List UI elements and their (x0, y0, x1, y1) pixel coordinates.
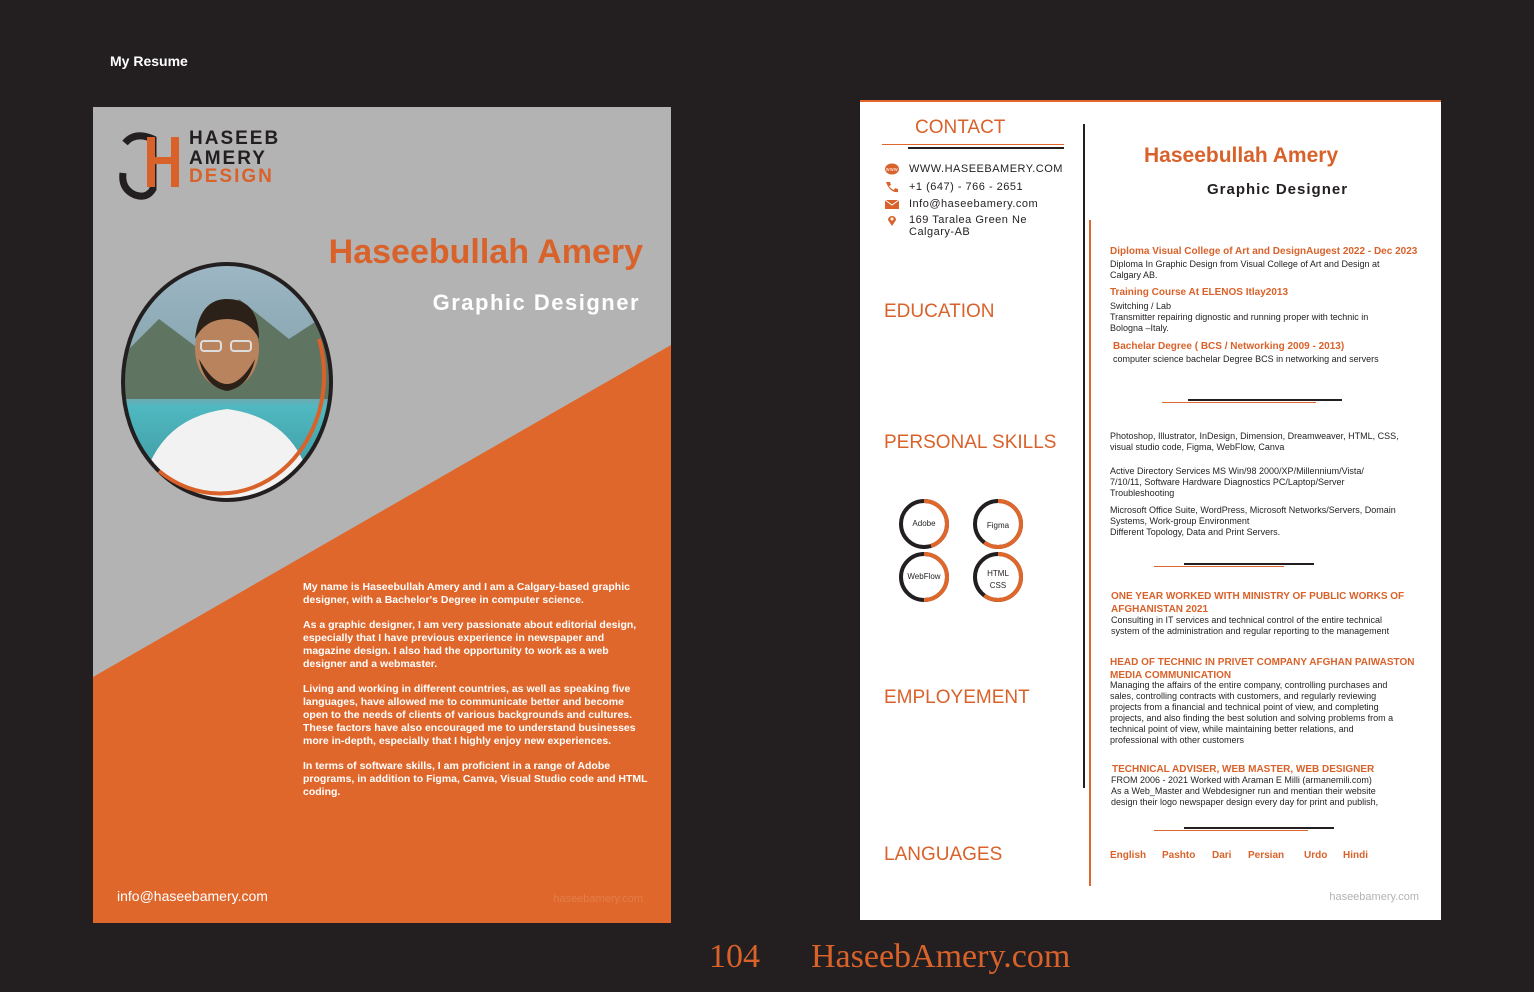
contact-address (884, 214, 1027, 238)
divider (1184, 563, 1314, 565)
education-entry-title: Training Course At ELENOS Itlay2013 (1110, 287, 1289, 298)
employment-entry-title: TECHNICAL ADVISER, WEB MASTER, WEB DESIGNER (1112, 764, 1375, 775)
detail-name: Haseebullah Amery (1144, 144, 1339, 167)
skill-label: WebFlow (907, 572, 941, 581)
contact-heading: CONTACT (915, 117, 1006, 138)
skill-label: Adobe (912, 519, 936, 528)
cover-email: info@haseebamery.com (117, 888, 268, 904)
employment-entry-title: HEAD OF TECHNIC IN PRIVET COMPANY AFGHAN PAIWASTON MEDIA COMMUNICATION (1110, 657, 1415, 681)
language-item: Urdo (1304, 850, 1328, 861)
bio-paragraph: My name is Haseebullah Amery and I am a Calgary-based graphic designer, with a Bachelor's Degree in computer science. (303, 581, 630, 606)
language-item: Hindi (1343, 850, 1368, 861)
bio-paragraph: Living and working in different countries, as well as speaking five languages, have allowed me to communicate better and become open to the needs of clients of various backgrounds and cultures. These factors have also encouraged me to understand businesses more in-depth, especially that I highly enjoy new experiences. (303, 683, 636, 747)
skills-text: Microsoft Office Suite, WordPress, Microsoft Networks/Servers, Domain Systems, Work-group Environment Different Topology, Data and Print Servers. (1110, 505, 1396, 537)
language-item: Persian (1248, 850, 1285, 861)
divider (1154, 566, 1284, 567)
bio-paragraph: As a graphic designer, I am very passionate about editorial design, especially that I have previous experience in newspaper and magazine design. I also had the opportunity to work as a web designer and a webmaster. (303, 619, 637, 670)
divider (1188, 399, 1342, 401)
education-entry-text: computer science bachelar Degree BCS in networking and servers (1113, 354, 1379, 364)
contact-email (884, 198, 1038, 210)
employment-entry-title: ONE YEAR WORKED WITH MINISTRY OF PUBLIC WORKS OF AFGHANISTAN 2021 (1111, 591, 1405, 615)
top-border (860, 100, 1441, 102)
language-item: Pashto (1162, 850, 1196, 861)
logo-line-1: HASEEB (189, 128, 281, 149)
divider (1154, 830, 1308, 831)
contact-website-text: WWW.HASEEBAMERY.COM (909, 163, 1063, 175)
resume-cover-page (93, 107, 671, 923)
logo-mark-icon (117, 129, 187, 201)
contact-underline (882, 144, 1064, 145)
education-entry-text: Switching / Lab Transmitter repairing dignostic and running proper with technic in Bologna –Italy. (1110, 301, 1369, 333)
contact-email-text: Info@haseebamery.com (909, 198, 1039, 210)
bio-paragraph: In terms of software skills, I am proficient in a range of Adobe programs, in addition to Figma, Canva, Visual Studio code and HTML coding. (303, 760, 648, 798)
envelope-icon (884, 198, 900, 210)
skills-text: Photoshop, Illustrator, InDesign, Dimension, Dreamweaver, HTML, CSS, visual studio code, Figma, WebFlow, Canva (1110, 431, 1399, 452)
skill-label: HTML CSS (987, 569, 1009, 590)
cover-website: haseebamery.com (553, 893, 643, 905)
employment-entry-text: FROM 2006 - 2021 Worked with Araman E Milli (armanemili.com) As a Web_Master and Webdesigner run and mentian their website design their logo newspaper design every day for print and publish, (1111, 775, 1379, 807)
detail-role: Graphic Designer (1207, 181, 1349, 198)
languages-heading: LANGUAGES (884, 844, 1003, 865)
skill-label: Figma (986, 521, 1010, 530)
divider (1162, 402, 1316, 403)
globe-icon (884, 163, 900, 175)
cover-role: Graphic Designer (432, 290, 640, 315)
cover-name: Haseebullah Amery (328, 233, 643, 271)
profile-photo (119, 259, 335, 505)
language-item: English (1110, 850, 1147, 861)
phone-icon (884, 181, 900, 193)
education-entry-title: Diploma Visual College of Art and DesignAugest 2022 - Dec 2023 (1110, 246, 1418, 257)
language-item: Dari (1212, 850, 1232, 861)
bio-text (303, 581, 648, 811)
location-pin-icon (884, 214, 900, 226)
education-entry-title: Bachelar Degree ( BCS / Networking 2009 - 2013) (1113, 341, 1345, 352)
divider (1184, 827, 1334, 829)
page-title: My Resume (110, 53, 188, 69)
contact-phone (884, 181, 1023, 193)
education-entry-text: Diploma In Graphic Design from Visual College of Art and Design at Calgary AB. (1110, 259, 1380, 280)
skills-heading: PERSONAL SKILLS (884, 432, 1057, 453)
contact-website (884, 163, 1063, 175)
employment-entry-text: Consulting in IT services and technical control of the entire technical system of the administration and regular reporting to the management (1111, 615, 1390, 636)
detail-website: haseebamery.com (1329, 891, 1419, 903)
employment-entry-text: Managing the affairs of the entire company, controlling purchases and sales, controlling contracts with customers, and regularly reviewing projects from a financial and technical point of view, and completing projects, and also finding the best solution and solving problems from a technical point of view, while maintaining better relations, and professional with other customers (1110, 680, 1394, 745)
contact-underline-dark (908, 147, 1064, 149)
logo-line-2: AMERY (189, 148, 267, 169)
contact-phone-text: +1 (647) - 766 - 2651 (909, 181, 1024, 193)
contact-address-line1: 169 Taralea Green Ne (909, 214, 1028, 226)
footer-site: HaseebAmery.com (811, 938, 1071, 975)
page-number: 104 (709, 938, 760, 975)
vertical-divider-orange (1089, 220, 1091, 886)
skills-text: Active Directory Services MS Win/98 2000/XP/Millennium/Vista/ 7/10/11, Software Hardware Diagnostics PC/Laptop/Server Troubleshooting (1110, 466, 1364, 498)
education-heading: EDUCATION (884, 301, 995, 322)
vertical-divider-dark (1083, 124, 1085, 788)
contact-address-line2: Calgary-AB (909, 226, 971, 238)
svg-text:www: www (885, 167, 899, 173)
employment-heading: EMPLOYEMENT (884, 687, 1030, 708)
logo-line-3: DESIGN (189, 166, 274, 187)
resume-detail-page (860, 100, 1441, 920)
